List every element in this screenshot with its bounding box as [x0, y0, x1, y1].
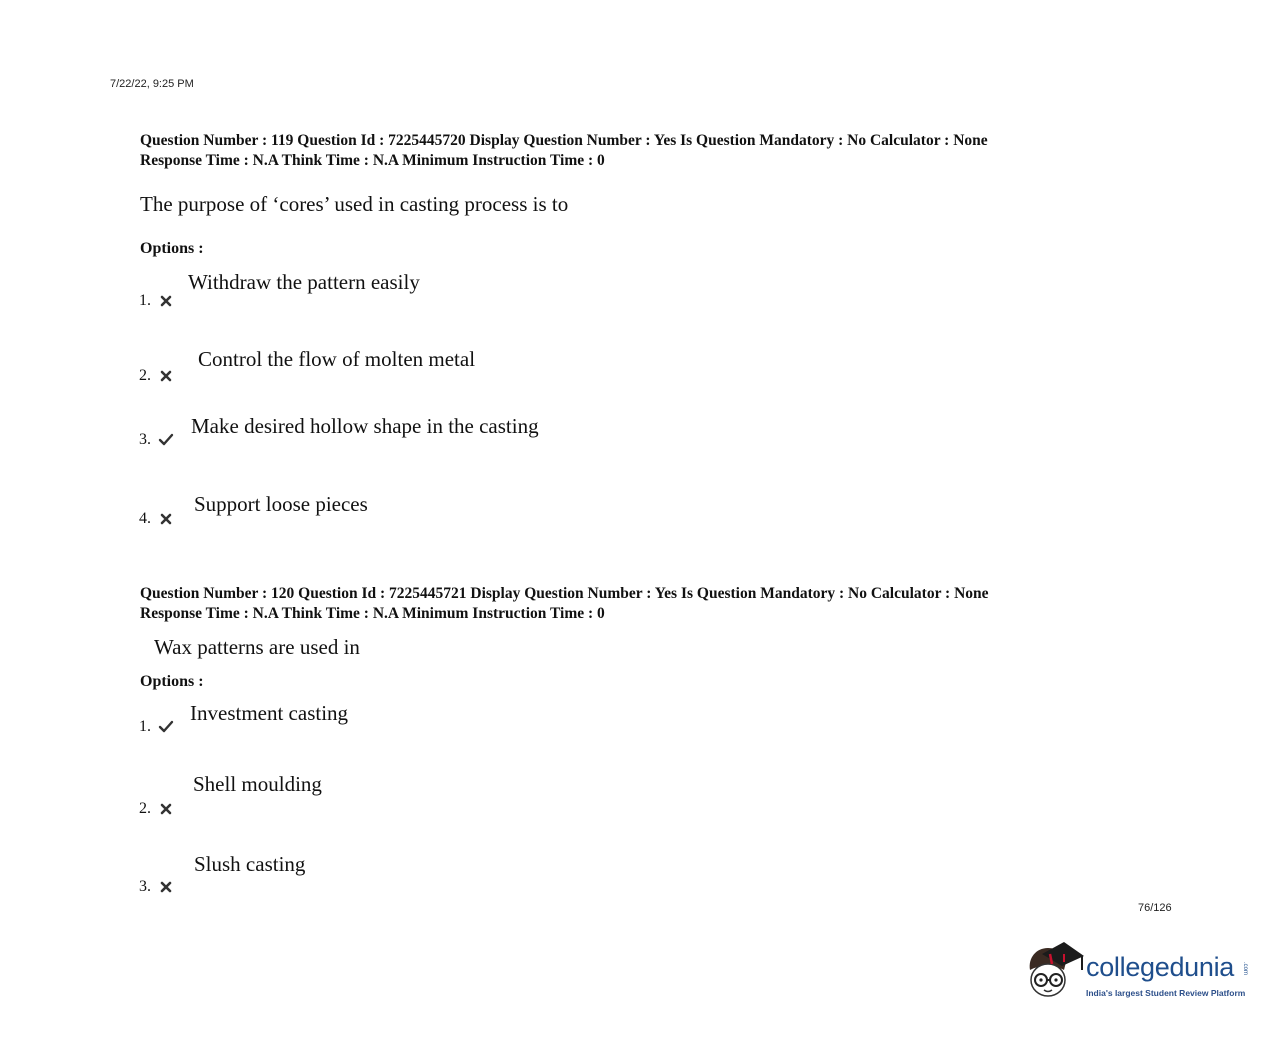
logo-tagline: India's largest Student Review Platform: [1086, 988, 1246, 998]
q119-option-1-text: Withdraw the pattern easily: [188, 270, 420, 294]
collegedunia-logo: [1024, 940, 1260, 1010]
q119-option-3-text: Make desired hollow shape in the casting: [191, 414, 539, 438]
check-icon: [158, 433, 174, 447]
q120-option-3-number: [139, 878, 174, 896]
cross-icon: [158, 512, 174, 526]
q119-option-2-number: [139, 367, 174, 385]
print-timestamp: 7/22/22, 9:25 PM: [110, 78, 194, 90]
question-meta-line-2: Response Time : N.A Think Time : N.A Minimum Instruction Time : 0: [140, 605, 605, 622]
cross-icon: [158, 802, 174, 816]
q120-option-2-text: Shell moulding: [193, 772, 322, 796]
question-119-options-label: Options :: [140, 240, 204, 257]
option-number: 2.: [139, 800, 151, 817]
question-120-text: Wax patterns are used in: [154, 635, 360, 659]
q119-option-1-number: [139, 292, 174, 310]
check-icon: [158, 720, 174, 734]
option-number: 2.: [139, 367, 151, 384]
q120-option-1-number: [139, 718, 174, 736]
question-meta-line-1: Question Number : 120 Question Id : 7225445721 Display Question Number : Yes Is Question Mandatory : No Calculator : None: [140, 585, 989, 602]
question-120-meta: [140, 584, 989, 624]
question-meta-line-1: Question Number : 119 Question Id : 7225445720 Display Question Number : Yes Is Question Mandatory : No Calculator : None: [140, 132, 988, 149]
option-number: 1.: [139, 718, 151, 735]
q119-option-2-text: Control the flow of molten metal: [198, 347, 476, 371]
mascot-graduation-cap-icon: [1024, 940, 1086, 1008]
cross-icon: [158, 294, 174, 308]
q119-option-4-number: [139, 510, 174, 528]
logo-brand-suffix: .com: [1242, 962, 1248, 976]
q119-option-4-text: Support loose pieces: [194, 492, 368, 516]
question-119-text: The purpose of ‘cores’ used in casting process is to: [140, 192, 569, 216]
q120-option-3-text: Slush casting: [194, 852, 306, 876]
option-number: 3.: [139, 431, 151, 448]
question-meta-line-2: Response Time : N.A Think Time : N.A Minimum Instruction Time : 0: [140, 152, 605, 169]
logo-brand-name: collegedunia: [1086, 952, 1235, 982]
question-119-meta: [140, 131, 988, 171]
cross-icon: [158, 369, 174, 383]
option-number: 3.: [139, 878, 151, 895]
q120-option-1-text: Investment casting: [190, 701, 349, 725]
question-120-options-label: Options :: [140, 673, 204, 690]
q119-option-3-number: [139, 431, 174, 449]
option-number: 4.: [139, 510, 151, 527]
q120-option-2-number: [139, 800, 174, 818]
cross-icon: [158, 880, 174, 894]
option-number: 1.: [139, 292, 151, 309]
page-number: 76/126: [1138, 902, 1172, 914]
